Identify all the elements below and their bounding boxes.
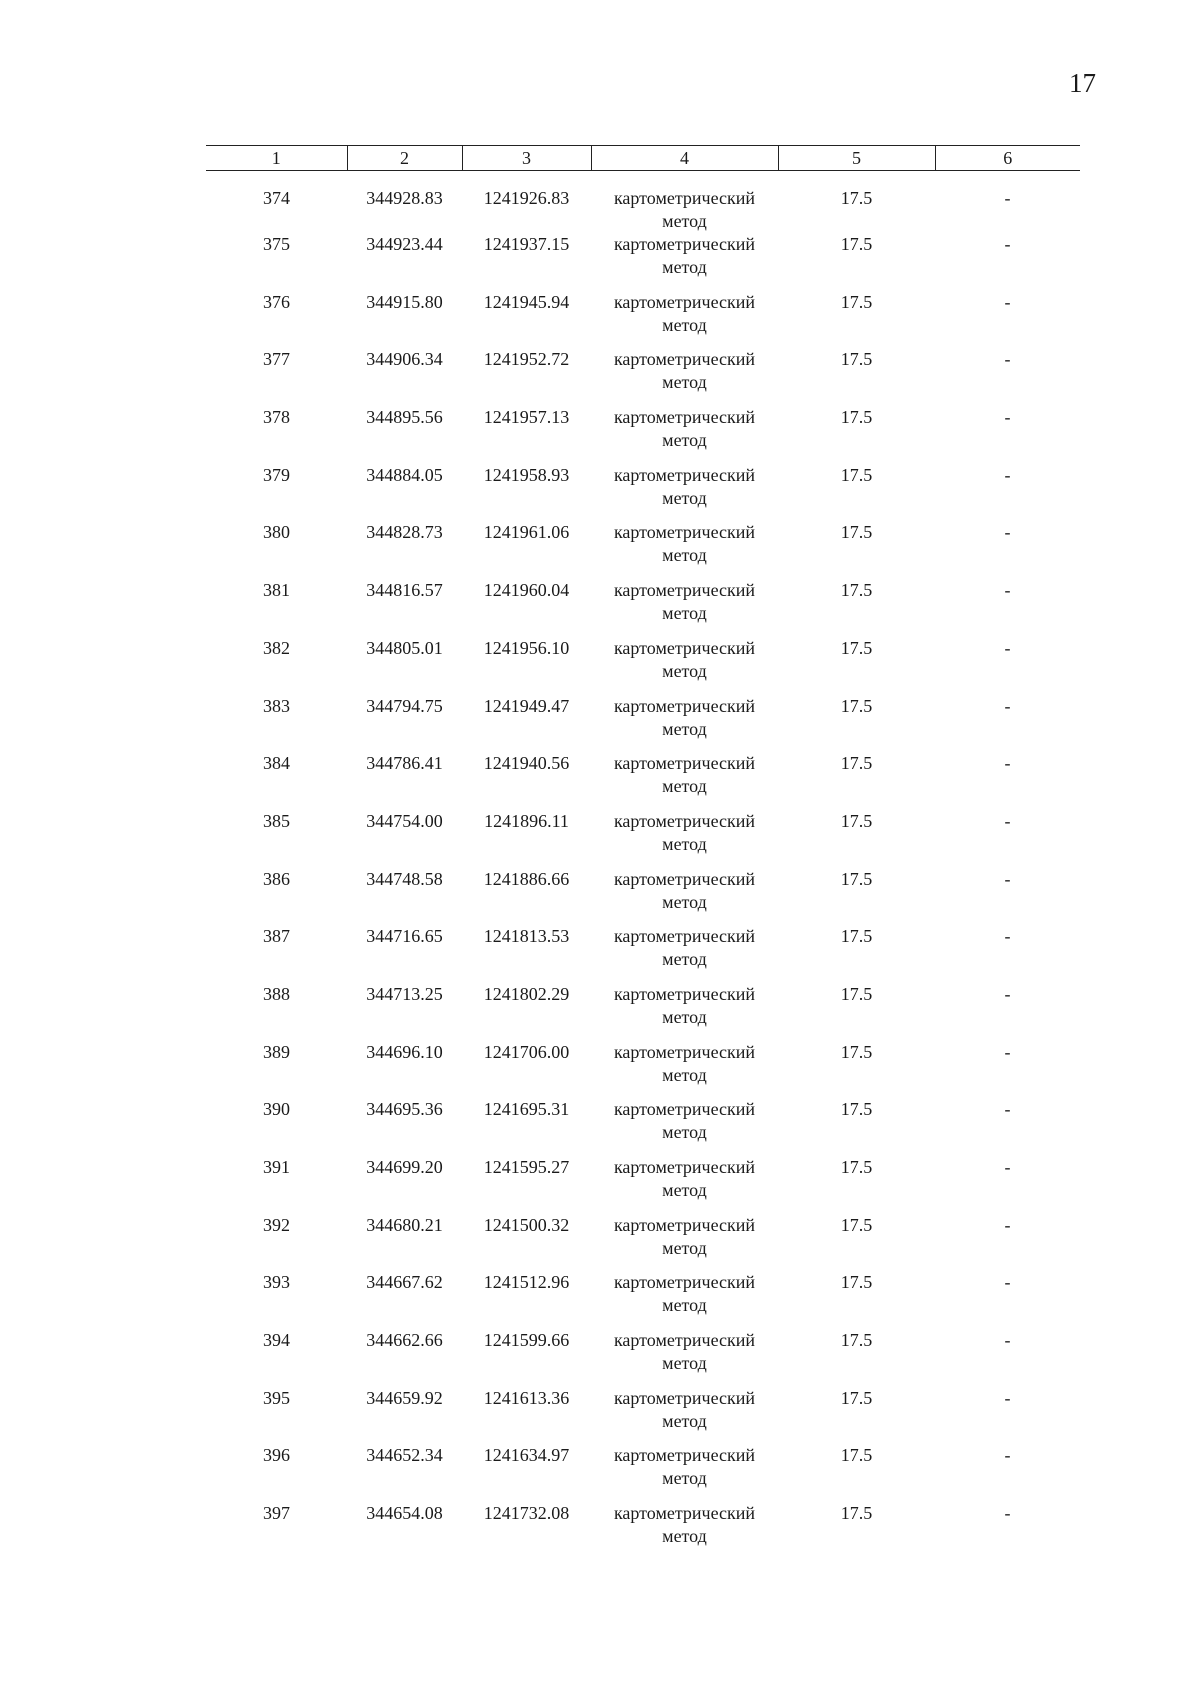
cell-point-number: 378 bbox=[263, 407, 290, 428]
cell-description: - bbox=[1004, 868, 1011, 889]
cell-point-number: 397 bbox=[263, 1503, 290, 1524]
column-header-2: 2 bbox=[347, 146, 462, 171]
cell-coordinate-x: 344659.92 bbox=[366, 1387, 443, 1408]
cell-coordinate-y: 1241512.96 bbox=[483, 1272, 570, 1293]
cell-coordinate-x: 344923.44 bbox=[366, 234, 443, 254]
method-line-1: картометрический bbox=[613, 234, 756, 254]
cell-description: - bbox=[1004, 1330, 1011, 1351]
table-row bbox=[206, 1444, 1080, 1502]
table-row bbox=[206, 521, 1080, 579]
method-line-2: метод bbox=[662, 1468, 707, 1489]
cell-coordinate-x: 344754.00 bbox=[366, 810, 443, 831]
cell-accuracy: 17.5 bbox=[840, 637, 873, 658]
cell-point-number: 394 bbox=[263, 1330, 290, 1351]
method-line-1: картометрический bbox=[613, 1503, 756, 1524]
column-header-1: 1 bbox=[206, 146, 347, 171]
cell-coordinate-x: 344696.10 bbox=[366, 1041, 443, 1062]
cell-method bbox=[591, 1444, 778, 1502]
table-row bbox=[206, 1502, 1080, 1560]
method-line-1: картометрический bbox=[613, 1214, 756, 1235]
method-line-1: картометрический bbox=[613, 1041, 756, 1062]
cell-method bbox=[591, 1098, 778, 1156]
cell-description: - bbox=[1004, 1503, 1011, 1524]
method-line-1: картометрический bbox=[613, 291, 756, 312]
table-row bbox=[206, 171, 1080, 234]
cell-method bbox=[591, 1041, 778, 1099]
page-number: 17 bbox=[1069, 68, 1096, 98]
cell-coordinate-x: 344662.66 bbox=[366, 1330, 443, 1351]
cell-method bbox=[591, 521, 778, 579]
cell-coordinate-x: 344748.58 bbox=[366, 868, 443, 889]
cell-coordinate-y: 1241732.08 bbox=[483, 1503, 570, 1524]
cell-method bbox=[591, 695, 778, 753]
method-line-1: картометрический bbox=[613, 407, 756, 428]
method-line-1: картометрический bbox=[613, 753, 756, 774]
cell-coordinate-y: 1241500.32 bbox=[483, 1214, 570, 1235]
method-line-1: картометрический bbox=[613, 580, 756, 601]
cell-method bbox=[591, 1271, 778, 1329]
method-line-2: метод bbox=[662, 1295, 707, 1316]
cell-accuracy: 17.5 bbox=[840, 983, 873, 1004]
method-line-1: картометрический bbox=[613, 637, 756, 658]
cell-coordinate-y: 1241949.47 bbox=[483, 695, 570, 716]
cell-accuracy: 17.5 bbox=[840, 1503, 873, 1524]
table-row bbox=[206, 1329, 1080, 1387]
cell-description: - bbox=[1004, 291, 1011, 312]
cell-accuracy: 17.5 bbox=[840, 522, 873, 543]
method-line-2: метод bbox=[662, 1237, 707, 1258]
cell-method bbox=[591, 1329, 778, 1387]
method-line-2: метод bbox=[662, 211, 707, 231]
method-line-2: метод bbox=[662, 314, 707, 335]
cell-coordinate-y: 1241957.13 bbox=[483, 407, 570, 428]
cell-coordinate-y: 1241958.93 bbox=[483, 464, 570, 485]
column-header-4: 4 bbox=[591, 146, 778, 171]
cell-accuracy: 17.5 bbox=[840, 580, 873, 601]
table-row bbox=[206, 348, 1080, 406]
cell-point-number: 393 bbox=[263, 1272, 290, 1293]
table-body bbox=[206, 171, 1080, 1560]
cell-method bbox=[591, 348, 778, 406]
cell-accuracy: 17.5 bbox=[840, 810, 873, 831]
cell-accuracy: 17.5 bbox=[840, 407, 873, 428]
method-line-2: метод bbox=[662, 1526, 707, 1547]
cell-accuracy: 17.5 bbox=[840, 349, 873, 370]
method-line-2: метод bbox=[662, 660, 707, 681]
cell-coordinate-y: 1241952.72 bbox=[483, 349, 570, 370]
cell-coordinate-x: 344699.20 bbox=[366, 1157, 443, 1177]
cell-coordinate-y: 1241595.27 bbox=[483, 1157, 570, 1177]
cell-coordinate-x: 344716.65 bbox=[366, 926, 443, 947]
cell-description: - bbox=[1004, 522, 1011, 543]
cell-point-number: 382 bbox=[263, 637, 290, 658]
method-line-2: метод bbox=[662, 1122, 707, 1143]
cell-description: - bbox=[1004, 810, 1011, 831]
cell-coordinate-y: 1241802.29 bbox=[483, 983, 570, 1004]
cell-method bbox=[591, 925, 778, 983]
cell-accuracy: 17.5 bbox=[840, 1041, 873, 1062]
cell-coordinate-x: 344884.05 bbox=[366, 464, 443, 485]
cell-coordinate-x: 344915.80 bbox=[366, 291, 443, 312]
table-row bbox=[206, 752, 1080, 810]
method-line-1: картометрический bbox=[613, 926, 756, 947]
column-header-6: 6 bbox=[935, 146, 1080, 171]
cell-coordinate-x: 344713.25 bbox=[366, 983, 443, 1004]
method-line-1: картометрический bbox=[613, 868, 756, 889]
cell-point-number: 379 bbox=[263, 464, 290, 485]
method-line-1: картометрический bbox=[613, 464, 756, 485]
table-row bbox=[206, 637, 1080, 695]
cell-accuracy: 17.5 bbox=[840, 1445, 873, 1466]
cell-description: - bbox=[1004, 1387, 1011, 1408]
table-row bbox=[206, 579, 1080, 637]
cell-method bbox=[591, 406, 778, 464]
column-header-3: 3 bbox=[462, 146, 591, 171]
cell-coordinate-x: 344680.21 bbox=[366, 1214, 443, 1235]
method-line-2: метод bbox=[662, 776, 707, 797]
cell-description: - bbox=[1004, 234, 1011, 254]
cell-coordinate-x: 344654.08 bbox=[366, 1503, 443, 1524]
cell-accuracy: 17.5 bbox=[840, 291, 873, 312]
cell-coordinate-x: 344805.01 bbox=[366, 637, 443, 658]
cell-description: - bbox=[1004, 407, 1011, 428]
table-row bbox=[206, 464, 1080, 522]
method-line-1: картометрический bbox=[613, 1272, 756, 1293]
cell-accuracy: 17.5 bbox=[840, 926, 873, 947]
method-line-1: картометрический bbox=[613, 1157, 756, 1177]
cell-accuracy: 17.5 bbox=[840, 868, 873, 889]
cell-point-number: 388 bbox=[263, 983, 290, 1004]
header-row bbox=[206, 146, 1080, 171]
cell-coordinate-y: 1241926.83 bbox=[483, 188, 570, 208]
cell-point-number: 383 bbox=[263, 695, 290, 716]
table-row bbox=[206, 695, 1080, 753]
cell-method bbox=[591, 464, 778, 522]
cell-point-number: 386 bbox=[263, 868, 290, 889]
cell-accuracy: 17.5 bbox=[840, 234, 873, 254]
cell-coordinate-x: 344906.34 bbox=[366, 349, 443, 370]
cell-point-number: 392 bbox=[263, 1214, 290, 1235]
cell-description: - bbox=[1004, 695, 1011, 716]
method-line-1: картометрический bbox=[613, 983, 756, 1004]
table-row bbox=[206, 1387, 1080, 1445]
cell-coordinate-y: 1241886.66 bbox=[483, 868, 570, 889]
cell-accuracy: 17.5 bbox=[840, 1157, 873, 1177]
table-row bbox=[206, 1214, 1080, 1272]
cell-description: - bbox=[1004, 1214, 1011, 1235]
cell-point-number: 380 bbox=[263, 522, 290, 543]
cell-coordinate-y: 1241940.56 bbox=[483, 753, 570, 774]
method-line-1: картометрический bbox=[613, 188, 756, 208]
cell-coordinate-x: 344895.56 bbox=[366, 407, 443, 428]
cell-method bbox=[591, 1502, 778, 1560]
cell-description: - bbox=[1004, 349, 1011, 370]
cell-accuracy: 17.5 bbox=[840, 188, 873, 208]
table-row bbox=[206, 1271, 1080, 1329]
cell-description: - bbox=[1004, 580, 1011, 601]
cell-method bbox=[591, 983, 778, 1041]
method-line-2: метод bbox=[662, 718, 707, 739]
cell-method bbox=[591, 171, 778, 234]
method-line-1: картометрический bbox=[613, 349, 756, 370]
cell-method bbox=[591, 1387, 778, 1445]
cell-point-number: 384 bbox=[263, 753, 290, 774]
cell-coordinate-x: 344667.62 bbox=[366, 1272, 443, 1293]
cell-method bbox=[591, 1214, 778, 1272]
cell-point-number: 396 bbox=[263, 1445, 290, 1466]
method-line-1: картометрический bbox=[613, 1387, 756, 1408]
method-line-2: метод bbox=[662, 257, 707, 277]
cell-point-number: 389 bbox=[263, 1041, 290, 1062]
cell-description: - bbox=[1004, 983, 1011, 1004]
cell-description: - bbox=[1004, 1445, 1011, 1466]
method-line-1: картометрический bbox=[613, 1099, 756, 1120]
method-line-1: картометрический bbox=[613, 1330, 756, 1351]
cell-coordinate-y: 1241706.00 bbox=[483, 1041, 570, 1062]
method-line-2: метод bbox=[662, 487, 707, 508]
method-line-1: картометрический bbox=[613, 522, 756, 543]
cell-description: - bbox=[1004, 464, 1011, 485]
cell-coordinate-x: 344794.75 bbox=[366, 695, 443, 716]
table-row bbox=[206, 868, 1080, 926]
cell-point-number: 376 bbox=[263, 291, 290, 312]
method-line-2: метод bbox=[662, 1006, 707, 1027]
cell-accuracy: 17.5 bbox=[840, 695, 873, 716]
table-row bbox=[206, 810, 1080, 868]
cell-method bbox=[591, 868, 778, 926]
cell-coordinate-y: 1241634.97 bbox=[483, 1445, 570, 1466]
cell-coordinate-y: 1241937.15 bbox=[483, 234, 570, 254]
method-line-2: метод bbox=[662, 603, 707, 624]
cell-coordinate-x: 344928.83 bbox=[366, 188, 443, 208]
cell-coordinate-y: 1241599.66 bbox=[483, 1330, 570, 1351]
method-line-2: метод bbox=[662, 833, 707, 854]
cell-description: - bbox=[1004, 188, 1011, 208]
method-line-2: метод bbox=[662, 1353, 707, 1374]
method-line-2: метод bbox=[662, 1410, 707, 1431]
cell-accuracy: 17.5 bbox=[840, 1272, 873, 1293]
cell-point-number: 385 bbox=[263, 810, 290, 831]
table-row bbox=[206, 1156, 1080, 1214]
cell-accuracy: 17.5 bbox=[840, 1387, 873, 1408]
cell-point-number: 377 bbox=[263, 349, 290, 370]
method-line-2: метод bbox=[662, 1064, 707, 1085]
method-line-1: картометрический bbox=[613, 1445, 756, 1466]
cell-method bbox=[591, 637, 778, 695]
cell-method bbox=[591, 291, 778, 349]
cell-point-number: 390 bbox=[263, 1099, 290, 1120]
cell-point-number: 395 bbox=[263, 1387, 290, 1408]
cell-coordinate-x: 344652.34 bbox=[366, 1445, 443, 1466]
cell-coordinate-y: 1241960.04 bbox=[483, 580, 570, 601]
method-line-2: метод bbox=[662, 545, 707, 566]
cell-coordinate-y: 1241813.53 bbox=[483, 926, 570, 947]
cell-accuracy: 17.5 bbox=[840, 464, 873, 485]
table-row bbox=[206, 233, 1080, 291]
cell-description: - bbox=[1004, 637, 1011, 658]
cell-coordinate-y: 1241896.11 bbox=[484, 810, 569, 831]
cell-point-number: 387 bbox=[263, 926, 290, 947]
cell-point-number: 391 bbox=[263, 1157, 290, 1177]
cell-coordinate-y: 1241945.94 bbox=[483, 291, 570, 312]
cell-accuracy: 17.5 bbox=[840, 753, 873, 774]
cell-accuracy: 17.5 bbox=[840, 1214, 873, 1235]
method-line-2: метод bbox=[662, 891, 707, 912]
cell-method bbox=[591, 752, 778, 810]
cell-method bbox=[591, 1156, 778, 1214]
cell-coordinate-x: 344828.73 bbox=[366, 522, 443, 543]
cell-coordinate-x: 344695.36 bbox=[366, 1099, 443, 1120]
cell-description: - bbox=[1004, 1041, 1011, 1062]
cell-coordinate-y: 1241613.36 bbox=[483, 1387, 570, 1408]
method-line-1: картометрический bbox=[613, 695, 756, 716]
cell-description: - bbox=[1004, 1099, 1011, 1120]
cell-coordinate-y: 1241956.10 bbox=[483, 637, 570, 658]
table-header bbox=[206, 146, 1080, 171]
cell-description: - bbox=[1004, 926, 1011, 947]
cell-coordinate-x: 344786.41 bbox=[366, 753, 443, 774]
method-line-2: метод bbox=[662, 430, 707, 451]
cell-method bbox=[591, 579, 778, 637]
cell-coordinate-y: 1241961.06 bbox=[483, 522, 570, 543]
cell-point-number: 374 bbox=[263, 188, 290, 208]
cell-point-number: 381 bbox=[263, 580, 290, 601]
method-line-2: метод bbox=[662, 1180, 707, 1200]
method-line-1: картометрический bbox=[613, 810, 756, 831]
table-row bbox=[206, 983, 1080, 1041]
cell-point-number: 375 bbox=[263, 234, 290, 254]
cell-description: - bbox=[1004, 753, 1011, 774]
cell-accuracy: 17.5 bbox=[840, 1330, 873, 1351]
cell-description: - bbox=[1004, 1272, 1011, 1293]
cell-accuracy: 17.5 bbox=[840, 1099, 873, 1120]
method-line-2: метод bbox=[662, 949, 707, 970]
table-row bbox=[206, 406, 1080, 464]
table-row bbox=[206, 291, 1080, 349]
table-row bbox=[206, 1098, 1080, 1156]
method-line-2: метод bbox=[662, 372, 707, 393]
cell-method bbox=[591, 810, 778, 868]
cell-description: - bbox=[1004, 1157, 1011, 1177]
cell-method bbox=[591, 233, 778, 291]
cell-coordinate-y: 1241695.31 bbox=[483, 1099, 570, 1120]
table-row bbox=[206, 1041, 1080, 1099]
column-header-5: 5 bbox=[778, 146, 935, 171]
coordinates-table bbox=[206, 145, 1080, 1560]
table-row bbox=[206, 925, 1080, 983]
cell-coordinate-x: 344816.57 bbox=[366, 580, 443, 601]
